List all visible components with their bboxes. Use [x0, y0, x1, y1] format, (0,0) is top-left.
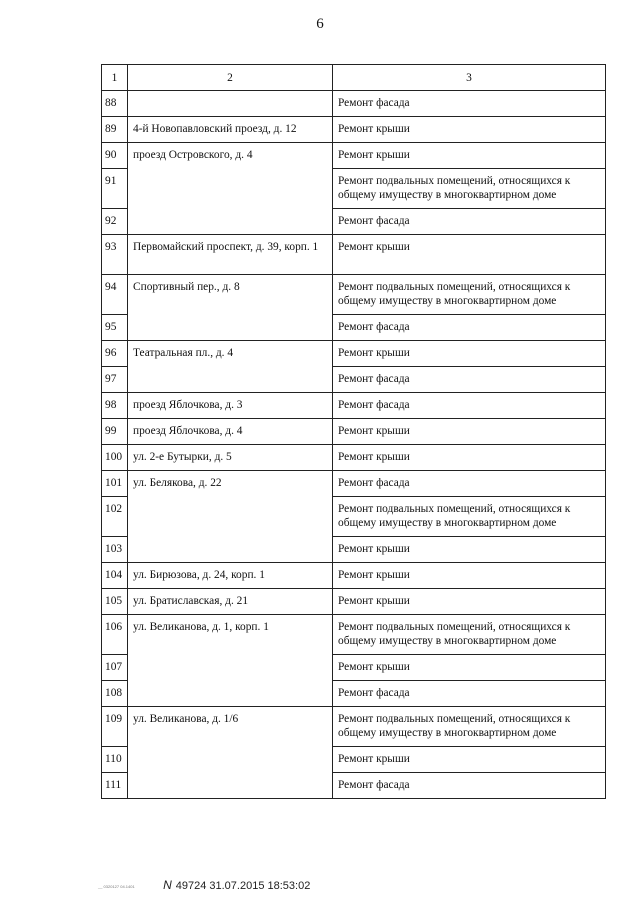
row-work: Ремонт фасада [333, 393, 606, 419]
row-address: проезд Островского, д. 4 [128, 143, 333, 235]
row-work: Ремонт подвальных помещений, относящихся к общему имуществу в многоквартирном доме [333, 275, 606, 315]
row-address: Театральная пл., д. 4 [128, 341, 333, 393]
row-number: 92 [102, 209, 128, 235]
footer-small-print: __ 0320127 04.1401 [98, 883, 135, 889]
row-number: 105 [102, 589, 128, 615]
row-work: Ремонт подвальных помещений, относящихся к общему имуществу в многоквартирном доме [333, 497, 606, 537]
row-address: ул. Бирюзова, д. 24, корп. 1 [128, 563, 333, 589]
row-number: 99 [102, 419, 128, 445]
row-work: Ремонт фасада [333, 367, 606, 393]
row-work: Ремонт фасада [333, 315, 606, 341]
table-row [102, 117, 606, 143]
row-address: проезд Яблочкова, д. 4 [128, 419, 333, 445]
row-work: Ремонт подвальных помещений, относящихся к общему имуществу в многоквартирном доме [333, 169, 606, 209]
row-work: Ремонт фасада [333, 471, 606, 497]
row-number: 90 [102, 143, 128, 169]
row-number: 96 [102, 341, 128, 367]
row-number: 95 [102, 315, 128, 341]
row-number: 89 [102, 117, 128, 143]
row-work: Ремонт крыши [333, 563, 606, 589]
row-work: Ремонт крыши [333, 235, 606, 275]
row-address: ул. Великанова, д. 1, корп. 1 [128, 615, 333, 707]
row-work: Ремонт крыши [333, 747, 606, 773]
row-number: 109 [102, 707, 128, 747]
document-footer [98, 878, 310, 892]
table-row [102, 445, 606, 471]
table-header-row [102, 65, 606, 91]
header-cell-2: 2 [128, 65, 333, 91]
row-number: 94 [102, 275, 128, 315]
row-work: Ремонт крыши [333, 445, 606, 471]
footer-doc-info: 49724 31.07.2015 18:53:02 [175, 880, 311, 892]
row-address: 4-й Новопавловский проезд, д. 12 [128, 117, 333, 143]
row-work: Ремонт крыши [333, 655, 606, 681]
row-work: Ремонт крыши [333, 143, 606, 169]
row-number: 106 [102, 615, 128, 655]
row-work: Ремонт фасада [333, 681, 606, 707]
table-row [102, 341, 606, 367]
page-number: 6 [316, 16, 324, 32]
header-cell-1: 1 [102, 65, 128, 91]
row-work: Ремонт фасада [333, 91, 606, 117]
row-number: 111 [102, 773, 128, 799]
footer-number-sign: N [163, 878, 172, 892]
row-number: 93 [102, 235, 128, 275]
row-address: ул. Братиславская, д. 21 [128, 589, 333, 615]
row-number: 102 [102, 497, 128, 537]
header-cell-3: 3 [333, 65, 606, 91]
row-number: 100 [102, 445, 128, 471]
row-number: 91 [102, 169, 128, 209]
row-work: Ремонт подвальных помещений, относящихся к общему имуществу в многоквартирном доме [333, 707, 606, 747]
table-row [102, 91, 606, 117]
row-number: 107 [102, 655, 128, 681]
row-work: Ремонт крыши [333, 117, 606, 143]
row-number: 88 [102, 91, 128, 117]
row-work: Ремонт крыши [333, 341, 606, 367]
row-work: Ремонт фасада [333, 209, 606, 235]
table-row [102, 589, 606, 615]
row-number: 104 [102, 563, 128, 589]
row-number: 108 [102, 681, 128, 707]
table-row [102, 235, 606, 275]
row-number: 103 [102, 537, 128, 563]
row-work: Ремонт фасада [333, 773, 606, 799]
table-row [102, 393, 606, 419]
row-work: Ремонт подвальных помещений, относящихся к общему имуществу в многоквартирном доме [333, 615, 606, 655]
row-work: Ремонт крыши [333, 537, 606, 563]
works-table [101, 64, 606, 799]
row-number: 110 [102, 747, 128, 773]
row-number: 101 [102, 471, 128, 497]
table-row [102, 419, 606, 445]
row-address [128, 91, 333, 117]
table-row [102, 471, 606, 497]
row-number: 97 [102, 367, 128, 393]
table-row [102, 275, 606, 315]
row-work: Ремонт крыши [333, 419, 606, 445]
row-address: Спортивный пер., д. 8 [128, 275, 333, 341]
row-address: проезд Яблочкова, д. 3 [128, 393, 333, 419]
table-row [102, 143, 606, 169]
row-address: ул. Белякова, д. 22 [128, 471, 333, 563]
row-address: Первомайский проспект, д. 39, корп. 1 [128, 235, 333, 275]
table-row [102, 707, 606, 747]
row-address: ул. 2-е Бутырки, д. 5 [128, 445, 333, 471]
table-row [102, 563, 606, 589]
row-number: 98 [102, 393, 128, 419]
table-row [102, 615, 606, 655]
row-work: Ремонт крыши [333, 589, 606, 615]
row-address: ул. Великанова, д. 1/6 [128, 707, 333, 799]
